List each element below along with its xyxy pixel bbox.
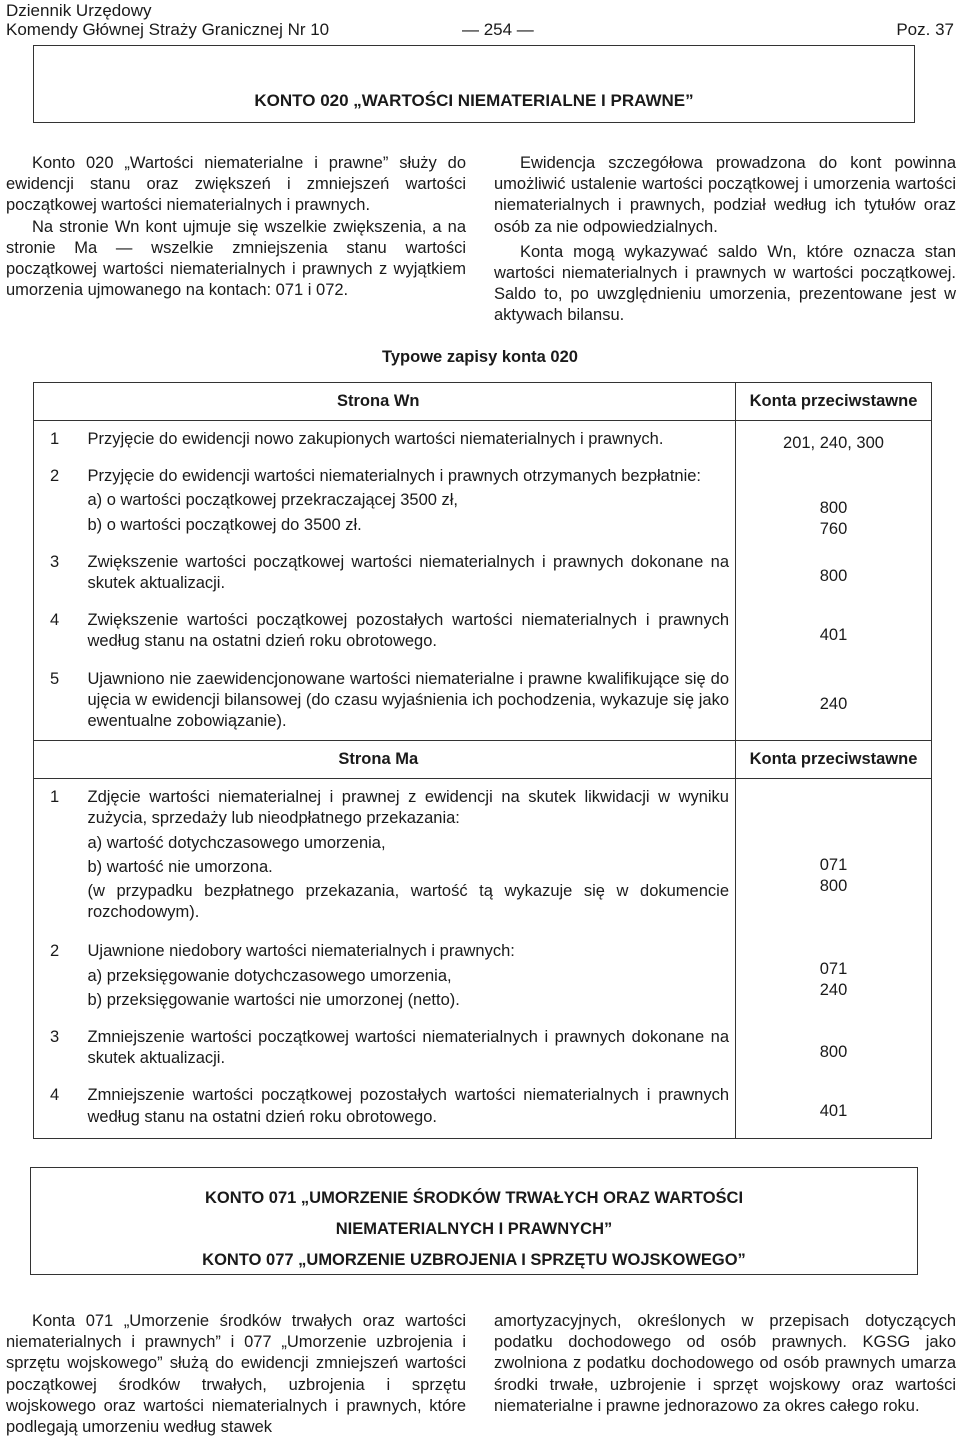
paragraph: Konta mogą wykazywać saldo Wn, które oznacza stan wartości niematerialnych i prawnych w wartości początkowej. Saldo to, po uwzględnieniu umorzenia, prezentowane jest w aktywach bilansu. — [494, 242, 956, 325]
offset-accounts — [736, 1077, 932, 1138]
offset-accounts — [736, 933, 932, 1019]
description-line: a) o wartości początkowej przekraczającej 3500 zł, — [87, 491, 459, 510]
section2-left-column — [6, 1311, 466, 1438]
description-line: Zwiększenie wartości początkowej wartości niematerialnych i prawnych dokonane na skutek aktualizacji. — [87, 552, 729, 593]
description-line: a) wartość dotychczasowego umorzenia, — [87, 833, 386, 852]
description-line: Ujawnione niedobory wartości niematerialnych i prawnych: — [87, 942, 515, 961]
page-header-left — [6, 1, 329, 39]
row-number: 1 — [34, 421, 82, 459]
accounts-header: Konta przeciwstawne — [736, 383, 932, 421]
row-description — [82, 661, 736, 741]
table-row — [34, 779, 932, 934]
account-number: 071 — [819, 856, 848, 875]
description-line: Przyjęcie do ewidencji nowo zakupionych wartości niematerialnych i prawnych. — [87, 430, 664, 448]
offset-accounts — [736, 779, 932, 934]
row-description — [82, 1077, 736, 1138]
section-title-box-020 — [33, 45, 915, 123]
row-description — [82, 602, 736, 660]
description-line: a) przeksięgowanie dotychczasowego umorzenia, — [87, 966, 452, 985]
table-row — [34, 661, 932, 741]
position-number: Poz. 37 — [896, 20, 954, 39]
paragraph: Na stronie Wn kont ujmuje się wszelkie zwiększenia, a na stronie Ma — wszelkie zmniejszenia stanu wartości początkowej wartości niematerialnych i prawnych z wyjątkiem umorzenia ujmowanego na kontach: 071 i 072. — [6, 217, 466, 300]
section-title-box-071 — [30, 1167, 918, 1275]
offset-accounts — [736, 544, 932, 602]
description-line: Przyjęcie do ewidencji wartości niematerialnych i prawnych otrzymanych bezpłatnie: — [87, 467, 702, 486]
description-line: Ujawniono nie zaewidencjonowane wartości niematerialne i prawne kwalifikujące się do ujęcia w ewidencji bilansowej (do czasu wyjaśnienia ich pochodzenia, wykazuje się jako ewentualne zobowiązanie). — [87, 669, 729, 731]
table-row — [34, 421, 932, 459]
account-number: 760 — [819, 520, 848, 538]
offset-accounts — [736, 421, 932, 459]
paragraph: Konto 020 „Wartości niematerialne i prawne” służy do ewidencji stanu oraz zwiększeń i zmniejszeń wartości początkowej wartości niematerialnych i prawnych. — [6, 154, 466, 215]
table-title: Typowe zapisy konta 020 — [382, 348, 578, 366]
row-description — [82, 933, 736, 1019]
section2-right-column — [494, 1311, 956, 1417]
section1-right-column — [494, 153, 956, 327]
table-row — [34, 602, 932, 660]
account-number: 401 — [819, 1102, 848, 1121]
row-number: 2 — [34, 458, 82, 544]
row-number: 5 — [34, 661, 82, 741]
description-line: Zwiększenie wartości początkowej pozostałych wartości niematerialnych i prawnych według stanu na ostatni dzień roku obrotowego. — [87, 611, 729, 651]
table-row — [34, 933, 932, 1019]
table-row — [34, 458, 932, 544]
account-number: 201, 240, 300 — [783, 434, 884, 452]
page-number: — 254 — — [462, 20, 534, 39]
section-title-line: KONTO 071 „UMORZENIE ŚRODKÓW TRWAŁYCH ORAZ WARTOŚCI — [204, 1189, 744, 1207]
description-line: b) przeksięgowanie wartości nie umorzonej (netto). — [87, 990, 460, 1009]
row-number: 3 — [34, 544, 82, 602]
description-line: b) o wartości początkowej do 3500 zł. — [87, 515, 362, 534]
description-line: b) wartość nie umorzona. — [87, 857, 273, 876]
row-number: 3 — [34, 1019, 82, 1077]
row-number: 1 — [34, 779, 82, 934]
paragraph: amortyzacyjnych, określonych w przepisach dotyczących podatku dochodowego od osób prawnych. KGSG jako zwolniona z podatku dochodowego od osób prawnych umarza środki trwałe, uzbrojenie i sprzęt wojskowy oraz wartości niematerialne i prawne jednorazowo za okres całego roku. — [494, 1312, 956, 1415]
account-number: 240 — [819, 981, 848, 1000]
row-number: 4 — [34, 1077, 82, 1138]
row-description — [82, 458, 736, 544]
row-description — [82, 421, 736, 459]
table-row — [34, 544, 932, 602]
account-number: 800 — [819, 498, 848, 517]
section-title: KONTO 020 „WARTOŚCI NIEMATERIALNE I PRAWNE” — [254, 91, 694, 110]
account-number: 240 — [819, 694, 848, 713]
description-line: Zdjęcie wartości niematerialnej i prawnej z ewidencji na skutek likwidacji w wyniku zużycia, sprzedaży lub nieodpłatnego przekazania: — [87, 788, 729, 828]
account-number: 800 — [819, 567, 848, 586]
account-number: 401 — [819, 625, 848, 644]
issuer-name: Komendy Głównej Straży Granicznej Nr 10 — [6, 20, 330, 39]
entries-table — [33, 382, 932, 1139]
row-number: 4 — [34, 602, 82, 660]
offset-accounts — [736, 1019, 932, 1077]
description-line: Zmniejszenie wartości początkowej wartości niematerialnych i prawnych dokonane na skutek aktualizacji. — [87, 1028, 729, 1068]
account-number: 800 — [819, 877, 848, 896]
description-line: Zmniejszenie wartości początkowej pozostałych wartości niematerialnych i prawnych według stanu na ostatni dzień roku obrotowego. — [87, 1086, 729, 1126]
description-line: (w przypadku bezpłatnego przekazania, wartość tą wykazuje się w dokumencie rozchodowym). — [87, 882, 729, 922]
account-number: 071 — [819, 960, 848, 979]
row-number: 2 — [34, 933, 82, 1019]
row-description — [82, 544, 736, 602]
account-number: 800 — [819, 1042, 848, 1061]
section-title-line: KONTO 077 „UMORZENIE UZBROJENIA I SPRZĘTU WOJSKOWEGO” — [202, 1251, 746, 1269]
row-description — [82, 779, 736, 934]
accounts-header: Konta przeciwstawne — [736, 741, 932, 779]
ma-header: Strona Ma — [82, 741, 736, 779]
wn-header: Strona Wn — [82, 383, 736, 421]
offset-accounts — [736, 602, 932, 660]
table-row — [34, 1077, 932, 1138]
table-row — [34, 1019, 932, 1077]
offset-accounts — [736, 661, 932, 741]
row-description — [82, 1019, 736, 1077]
section-title-line: NIEMATERIALNYCH I PRAWNYCH” — [335, 1220, 613, 1238]
paragraph: Ewidencja szczegółowa prowadzona do kont powinna umożliwić ustalenie wartości początkowej i umorzenia wartości niematerialnych i prawnych, podział według ich tytułów oraz osób za nie odpowiedzialnych. — [494, 154, 956, 236]
section1-left-column — [6, 153, 466, 301]
paragraph: Konta 071 „Umorzenie środków trwałych oraz wartości niematerialnych i prawnych” i 077 „Umorzenie uzbrojenia i sprzętu wojskowego” służą do ewidencji zmniejszeń wartości początkowej środków trwałych, uzbrojenia i sprzętu wojskowego oraz wartości niematerialnych i prawnych, które podlegają umorzeniu według stawek — [6, 1312, 466, 1437]
journal-name: Dziennik Urzędowy — [6, 1, 152, 20]
offset-accounts — [736, 458, 932, 544]
